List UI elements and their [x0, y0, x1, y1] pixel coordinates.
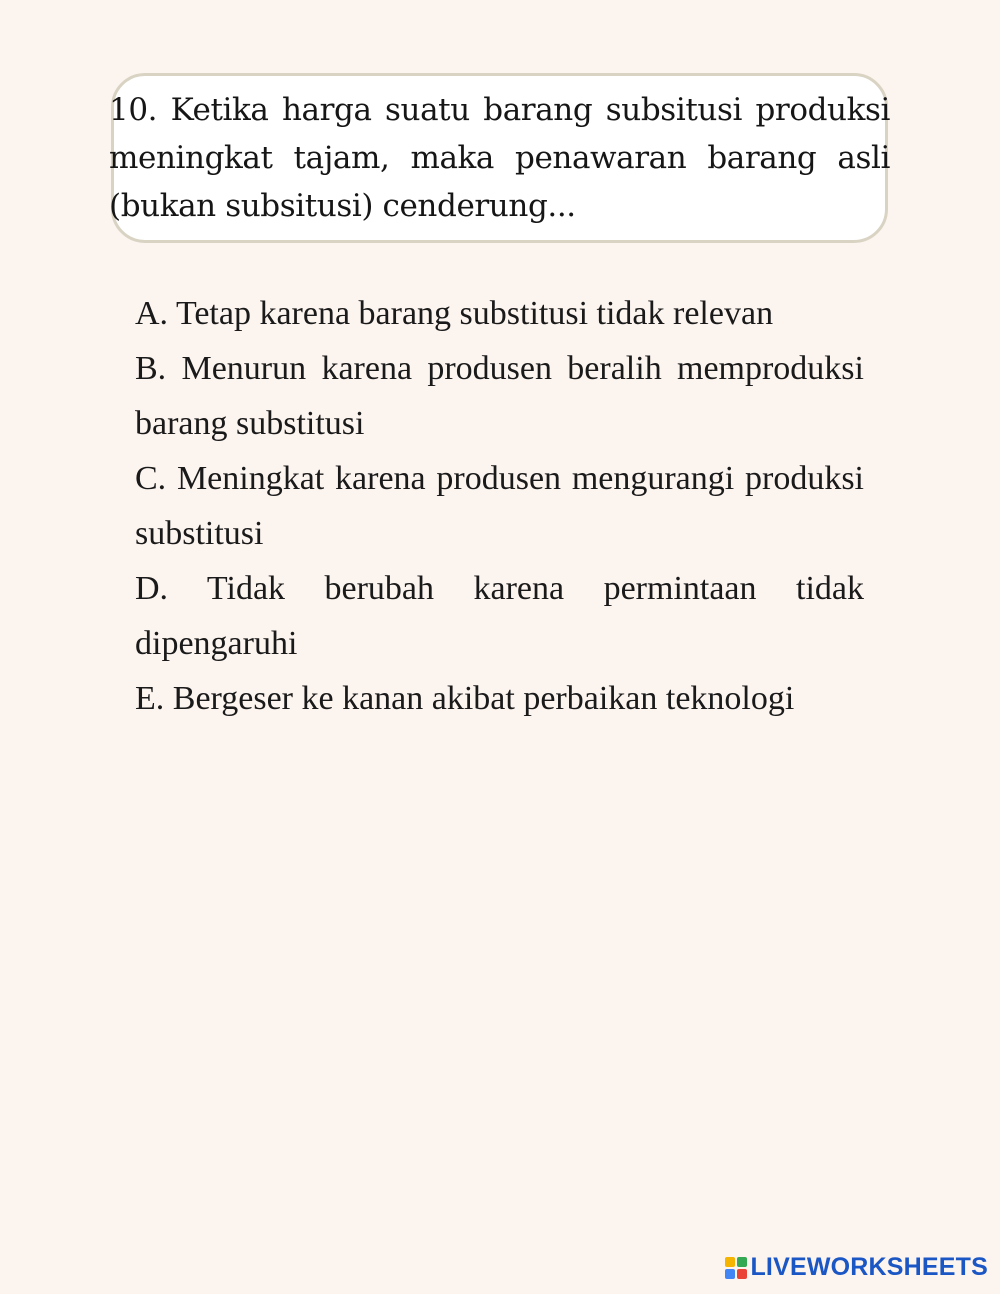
option-b[interactable]: B. Menurun karena produsen beralih memproduksi barang substitusi: [135, 350, 864, 442]
question-text: 10. Ketika harga suatu barang subsitusi produksi meningkat tajam, maka penawaran barang asli (bukan subsitusi) cenderung...: [109, 92, 890, 224]
liveworksheets-brand: [725, 1253, 988, 1282]
liveworksheets-logo-icon: [725, 1257, 747, 1279]
answer-options: [135, 286, 864, 726]
brand-name: LIVEWORKSHEETS: [750, 1253, 988, 1281]
option-a[interactable]: A. Tetap karena barang substitusi tidak relevan: [135, 295, 774, 332]
option-e[interactable]: E. Bergeser ke kanan akibat perbaikan teknologi: [135, 680, 795, 717]
option-d[interactable]: D. Tidak berubah karena permintaan tidak dipengaruhi: [135, 570, 864, 662]
option-c[interactable]: C. Meningkat karena produsen mengurangi produksi substitusi: [135, 460, 864, 552]
